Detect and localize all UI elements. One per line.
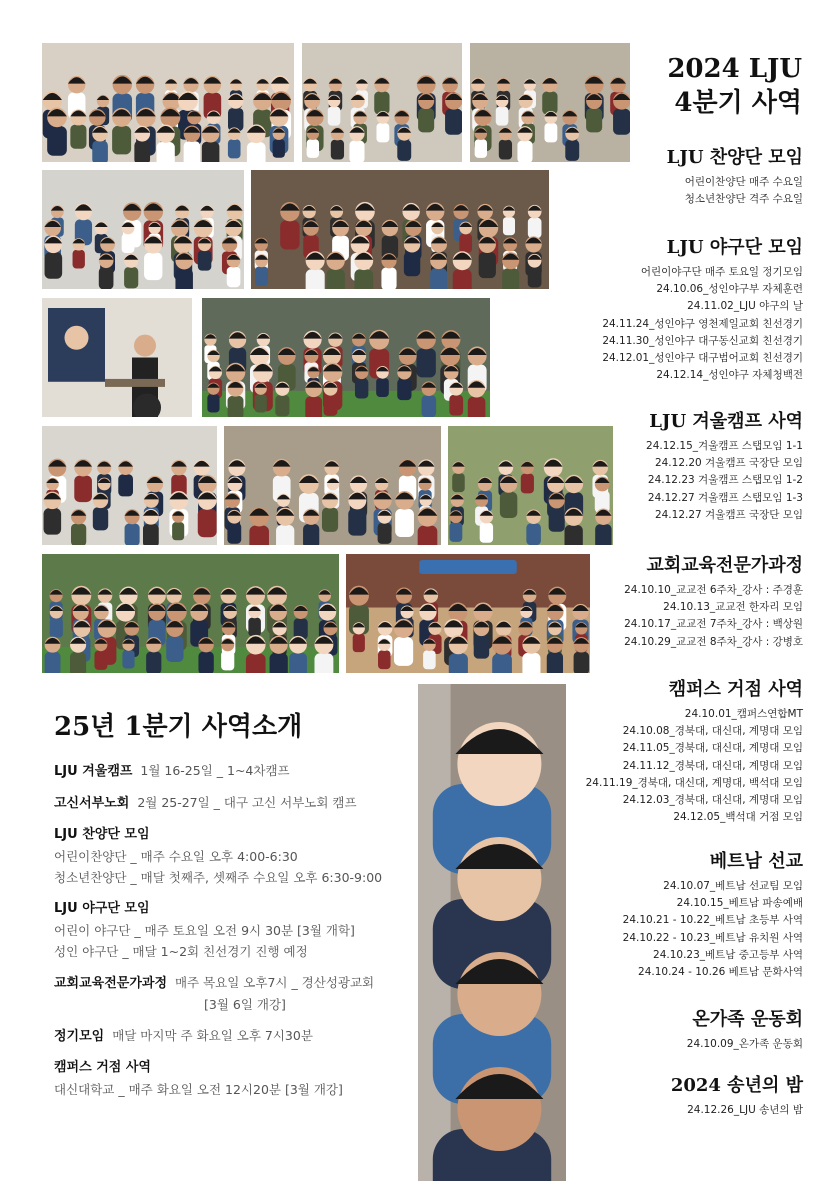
q1-camp — [54, 760, 414, 782]
section-list-item: 어린이야구단 매주 토요일 정기모임 — [640, 266, 803, 278]
section-list-item: 24.11.05_경북대, 대신대, 계명대 모임 — [622, 742, 803, 755]
q1-campus-line1: 대신대학교 _ 매주 화요일 오전 12시20분 [3월 개강] — [54, 1082, 343, 1097]
q1-baseball-line2: 성인 야구단 _ 매달 1~2회 친선경기 진행 예정 — [54, 944, 308, 959]
section-title: 2024 송년의 밤 — [670, 1075, 803, 1096]
q1-regular-label: 정기모임 — [54, 1029, 105, 1044]
q1-title: 25년 1분기 사역소개 — [54, 712, 303, 742]
photo-baseball-team-indoor — [202, 298, 490, 417]
section-list-item: 24.10.01_캠퍼스연합MT — [684, 708, 803, 720]
q1-goshin — [54, 792, 414, 814]
page-title — [610, 52, 802, 120]
section-list — [624, 582, 803, 651]
section-list — [646, 438, 803, 524]
section-title: LJU 겨울캠프 사역 — [649, 411, 803, 432]
photo-classroom-table — [224, 426, 441, 545]
section-list-item: 청소년찬양단 격주 수요일 — [684, 193, 803, 206]
q1-goshin-label: 고신서부노회 — [54, 796, 130, 811]
section-list-item: 24.12.27 겨울캠프 국장단 모임 — [654, 508, 803, 521]
section-list-item: 24.11.02_LJU 야구의 날 — [687, 300, 803, 313]
q1-edu-note: [3월 6일 개강] — [204, 997, 286, 1012]
q1-regular-text: 매달 마지막 주 화요일 오후 7시30분 — [112, 1028, 313, 1043]
section-list-item: 24.10.07_베트남 선교팀 모임 — [663, 880, 803, 892]
photo-dinner-table-selfie — [470, 43, 630, 162]
section-list-item: 24.10.06_성인야구부 자체훈련 — [656, 283, 803, 296]
section-list-item: 24.12.20 겨울캠프 국장단 모임 — [654, 457, 803, 470]
q1-camp-text: 1월 16-25일 _ 1~4차캠프 — [140, 763, 290, 778]
q1-baseball-label: LJU 야구단 모임 — [54, 901, 150, 916]
q1-intro — [54, 760, 414, 1110]
section-list-item: 24.12.15_겨울캠프 스탭모임 1-1 — [646, 440, 803, 452]
section-list-item: 24.11.12_경북대, 대신대, 계명대 모임 — [622, 759, 803, 772]
photo-youth-group-floor — [302, 43, 462, 162]
q1-choir-line1: 어린이찬양단 _ 매주 수요일 오후 4:00-6:30 — [54, 849, 298, 864]
q1-baseball-line1: 어린이 야구단 _ 매주 토요일 오전 9시 30분 [3월 개학] — [54, 923, 355, 938]
section-list-item: 24.10.17_교교전 7주차_강사 : 백상원 — [624, 618, 803, 631]
section-list-item: 24.12.27 겨울캠프 스탭모임 1-3 — [647, 491, 803, 504]
q1-edu-label: 교회교육전문가과정 — [54, 976, 168, 991]
section-list-item: 24.10.13_교교전 한자리 모임 — [663, 601, 803, 614]
section-list-item: 24.10.21 - 10.22_베트남 초등부 사역 — [622, 914, 803, 927]
section-list-item: 24.10.24 - 10.26 베트남 문화사역 — [638, 966, 803, 979]
section-title: LJU 찬양단 모임 — [666, 147, 803, 168]
q1-choir — [54, 824, 414, 888]
section-list-item: 24.10.22 - 10.23_베트남 유치원 사역 — [622, 931, 803, 944]
section-choir — [667, 146, 803, 208]
section-title: 캠퍼스 거점 사역 — [668, 679, 803, 700]
section-list-item: 24.12.26_LJU 송년의 밤 — [687, 1104, 803, 1116]
section-family-sports — [687, 1008, 803, 1053]
photo-speaker-lecture — [42, 298, 192, 417]
section-church-education — [624, 554, 803, 651]
section-list — [671, 1102, 803, 1119]
section-list — [687, 1036, 803, 1053]
section-list-item: 24.10.15_베트남 파송예배 — [676, 897, 803, 910]
photo-choir-group-selfie — [42, 43, 294, 162]
photo-meeting-room-group — [42, 170, 244, 289]
q1-regular — [54, 1025, 414, 1047]
section-list-item: 24.12.01_성인야구 대구범어교회 친선경기 — [602, 352, 803, 365]
section-list-item: 24.12.05_백석대 거점 모임 — [673, 811, 803, 824]
section-list — [602, 264, 803, 384]
section-title: 베트남 선교 — [709, 851, 803, 872]
q1-edu — [54, 972, 414, 1015]
photo-baseball-field-group — [42, 554, 339, 673]
section-list-item: 24.10.23_베트남 중고등부 사역 — [653, 948, 803, 961]
photo-kids-stage — [448, 426, 613, 545]
page-title-line1: 2024 LJU — [667, 54, 802, 84]
section-list — [623, 878, 803, 981]
section-year-end — [671, 1074, 803, 1119]
section-list-item: 어린이찬양단 매주 수요일 — [684, 176, 803, 188]
q1-edu-text: 매주 목요일 오후7시 _ 경산성광교회 — [174, 975, 375, 990]
section-list — [667, 174, 803, 208]
photo-hallway-kids — [42, 426, 217, 545]
section-list-item: 24.11.24_성인야구 영천제일교회 친선경기 — [602, 317, 803, 330]
section-title: 교회교육전문가과정 — [646, 555, 803, 576]
section-vietnam — [623, 850, 803, 981]
section-title: 온가족 운동회 — [692, 1009, 803, 1030]
page-title-line2: 4분기 사역 — [674, 88, 802, 118]
photo-cafe-group — [251, 170, 549, 289]
section-list-item: 24.12.03_경북대, 대신대, 계명대 모임 — [622, 794, 803, 807]
photo-sports-day-gym — [346, 554, 590, 673]
section-list-item: 24.11.30_성인야구 대구동신교회 친선경기 — [602, 334, 803, 347]
photo-kids-stacked — [418, 684, 566, 1181]
q1-camp-label: LJU 겨울캠프 — [54, 764, 133, 779]
section-list-item: 24.12.23 겨울캠프 스탭모임 1-2 — [647, 474, 803, 487]
section-list — [586, 706, 803, 826]
section-campus — [586, 678, 803, 826]
section-title: LJU 야구단 모임 — [666, 237, 803, 258]
q1-campus — [54, 1057, 414, 1100]
q1-baseball — [54, 898, 414, 962]
section-winter-camp — [646, 410, 803, 524]
section-list-item: 24.12.14_성인야구 자체청백전 — [656, 369, 803, 382]
q1-choir-label: LJU 찬양단 모임 — [54, 827, 150, 842]
q1-goshin-text: 2월 25-27일 _ 대구 고신 서부노회 캠프 — [137, 795, 357, 810]
section-baseball — [602, 236, 803, 384]
section-list-item: 24.10.29_교교전 8주차_강사 : 강병호 — [624, 635, 803, 648]
q1-campus-label: 캠퍼스 거점 사역 — [54, 1060, 151, 1075]
section-list-item: 24.10.08_경북대, 대신대, 계명대 모임 — [622, 725, 803, 738]
q1-choir-line2: 청소년찬양단 _ 매달 첫째주, 셋째주 수요일 오후 6:30-9:00 — [54, 870, 383, 885]
section-list-item: 24.10.09_온가족 운동회 — [686, 1038, 803, 1050]
section-list-item: 24.10.10_교교전 6주차_강사 : 주경훈 — [624, 584, 803, 596]
section-list-item: 24.11.19_경북대, 대신대, 계명대, 백석대 모임 — [585, 776, 803, 789]
